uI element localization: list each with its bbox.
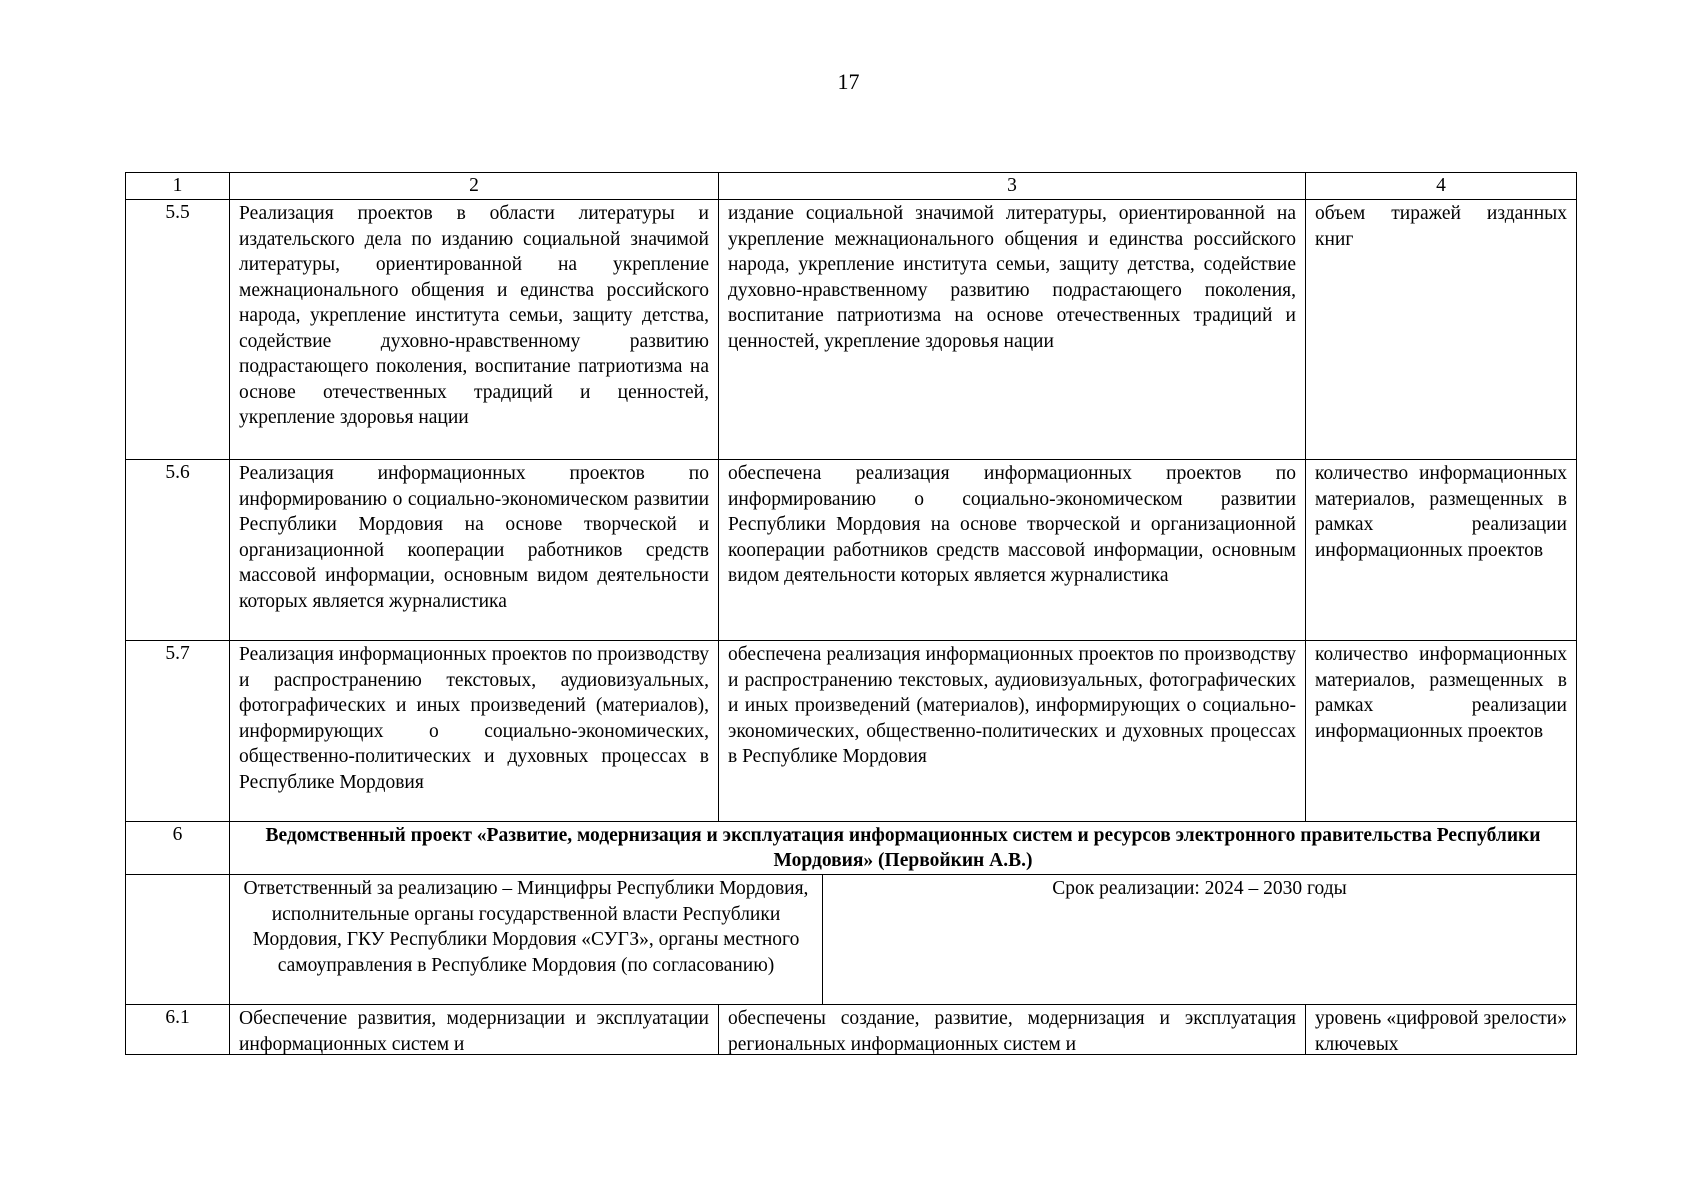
measure-indicator: объем тиражей изданных книг — [1306, 200, 1577, 460]
measure-name-text: Обеспечение развития, модернизации и эксплуатации информационных систем и — [239, 1008, 709, 1054]
page-number: 17 — [837, 69, 860, 94]
row-number: 5.7 — [126, 641, 230, 822]
table-row — [126, 1005, 1577, 1055]
measure-name — [230, 1005, 719, 1055]
section-row — [126, 822, 1577, 875]
measure-result: обеспечена реализация информационных проектов по информированию о социально-экономическом развитии Республики Мордовия на основе творческой и организационной кооперации работников средств массовой информации, основным видом деятельности которых является журналистика — [719, 460, 1306, 641]
header-col-2: 2 — [230, 173, 719, 200]
section-number: 6 — [126, 822, 230, 875]
measure-name: Реализация проектов в области литературы и издательского дела по изданию социальной значимой литературы, ориентированной на укрепление межнационального общения и единства российского народа, укрепление института семьи, защиту детства, содействие духовно-нравственному развитию подрастающего поколения, воспитание патриотизма на основе отечественных традиций и ценностей, укрепление здоровья нации — [230, 200, 719, 460]
measure-result — [719, 1005, 1306, 1055]
measure-indicator-text: уровень «цифровой зрелости» ключевых — [1315, 1008, 1567, 1054]
measures-table — [125, 172, 1577, 1055]
measure-indicator: количество информационных материалов, размещенных в рамках реализации информационных проектов — [1306, 460, 1577, 641]
measure-result: издание социальной значимой литературы, ориентированной на укрепление межнационального общения и единства российского народа, укрепление института семьи, защиту детства, содействие духовно-нравственному развитию подрастающего поколения, воспитание патриотизма на основе отечественных традиций и ценностей, укрепление здоровья нации — [719, 200, 1306, 460]
table-header-row — [126, 173, 1577, 200]
row-number-text: 6.1 — [165, 1007, 190, 1028]
measure-result: обеспечена реализация информационных проектов по производству и распространению текстовых, аудиовизуальных, фотографических и иных произведений (материалов), информирующих о социально-экономических, общественно-политических и духовных процессах в Республике Мордовия — [719, 641, 1306, 822]
row-number: 5.5 — [126, 200, 230, 460]
section-info-row — [126, 875, 1577, 1005]
header-col-3: 3 — [719, 173, 1306, 200]
row-number — [126, 1005, 230, 1055]
term-text: Срок реализации: 2024 – 2030 годы — [823, 875, 1577, 1005]
table-row — [126, 460, 1577, 641]
responsible-text: Ответственный за реализацию – Минцифры Республики Мордовия, исполнительные органы государственной власти Республики Мордовия, ГКУ Республики Мордовия «СУГЗ», органы местного самоуправления в Республике Мордовия (по согласованию) — [230, 875, 823, 1005]
header-col-1: 1 — [126, 173, 230, 200]
measure-indicator: количество информационных материалов, размещенных в рамках реализации информационных проектов — [1306, 641, 1577, 822]
table-row — [126, 200, 1577, 460]
empty-cell — [126, 875, 230, 1005]
header-col-4: 4 — [1306, 173, 1577, 200]
measure-name: Реализация информационных проектов по производству и распространению текстовых, аудиовизуальных, фотографических и иных произведений (материалов), информирующих о социально-экономических, общественно-политических и духовных процессах в Республике Мордовия — [230, 641, 719, 822]
measure-name: Реализация информационных проектов по информированию о социально-экономическом развитии Республики Мордовия на основе творческой и организационной кооперации работников средств массовой информации, основным видом деятельности которых является журналистика — [230, 460, 719, 641]
row-number: 5.6 — [126, 460, 230, 641]
measure-indicator — [1306, 1005, 1577, 1055]
table-row — [126, 641, 1577, 822]
section-title: Ведомственный проект «Развитие, модернизация и эксплуатация информационных систем и ресурсов электронного правительства Республики Мордовия» (Первойкин А.В.) — [230, 822, 1577, 875]
measure-result-text: обеспечены создание, развитие, модернизация и эксплуатация региональных информационных систем и — [728, 1008, 1296, 1054]
